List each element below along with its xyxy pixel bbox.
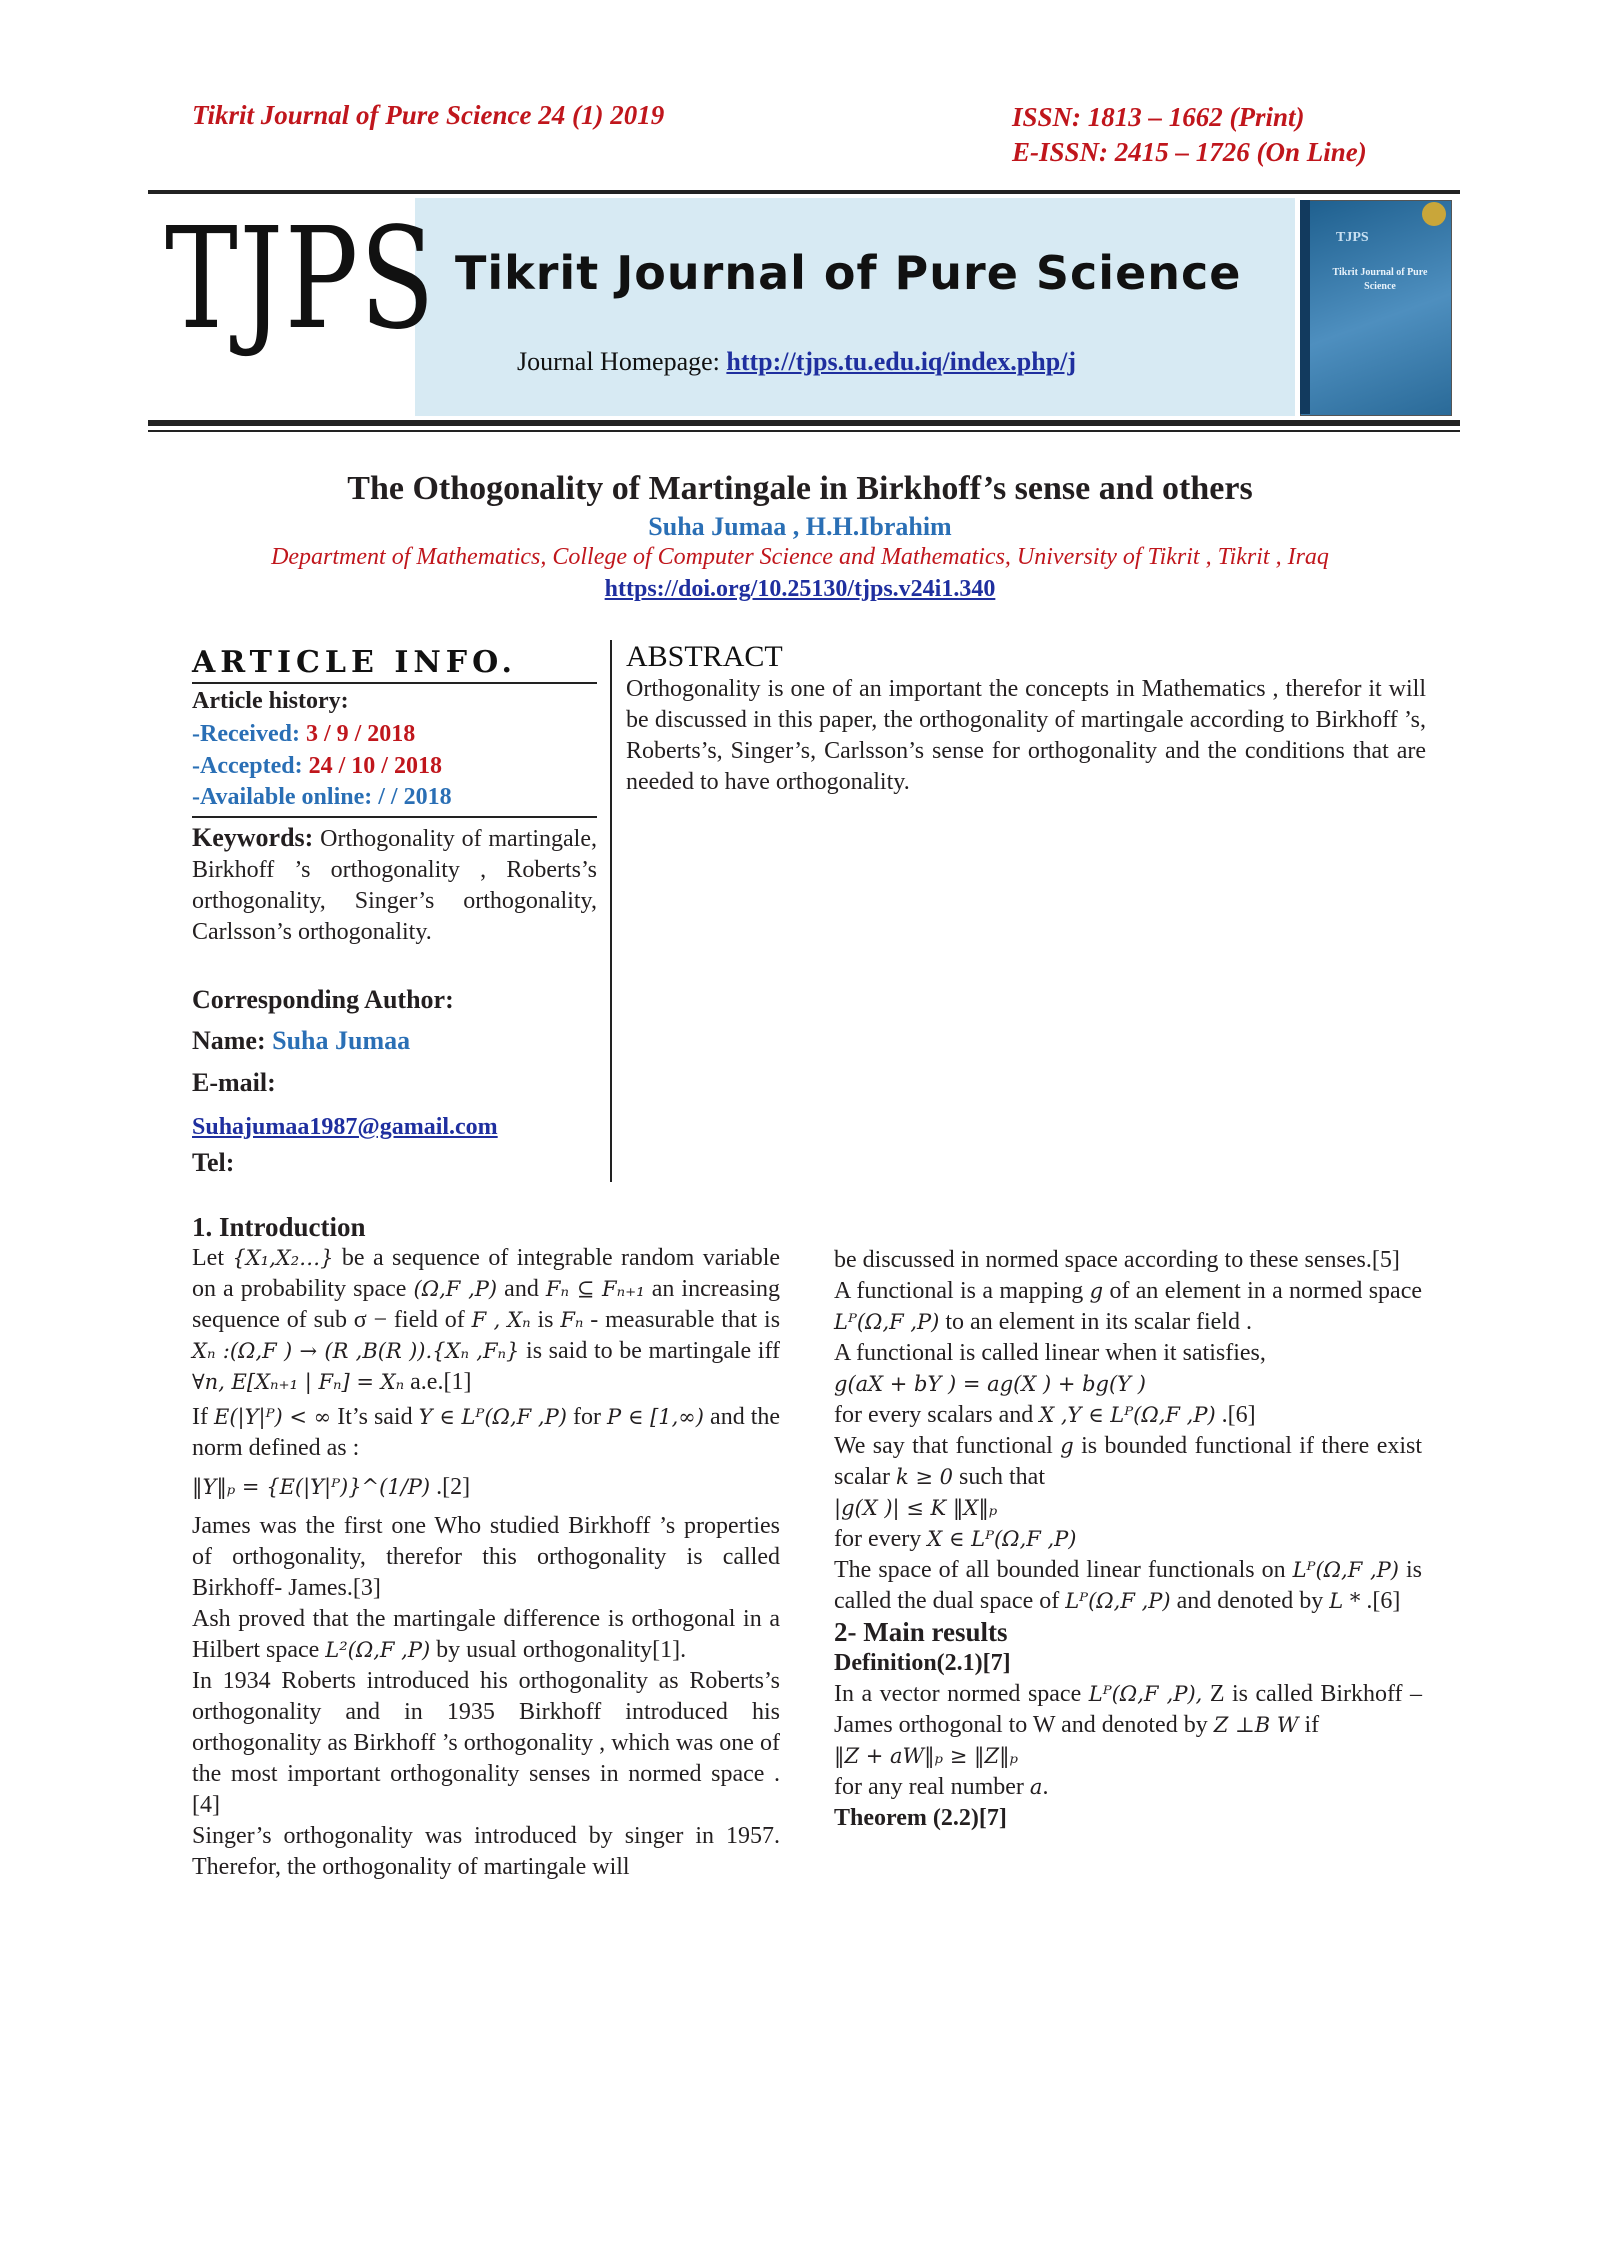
homepage-label: Journal Homepage: xyxy=(517,347,720,376)
intro-paragraph-1: Let {X₁,X₂…} be a sequence of integrable random variable on a probability space (Ω,F ,P) and Fₙ ⊆ Fₙ₊₁ an increasing sequence of sub σ − field of F , Xₙ is Fₙ - measurable that is Xₙ :(Ω,F ) → (R ,B(R )).{Xₙ ,Fₙ} is said to be martingale iff ∀n, E[Xₙ₊₁ | Fₙ] = Xₙ a.e.[1] xyxy=(192,1245,781,1395)
bounded-definition: We say that functional g is bounded functional if there exist scalar k ≥ 0 such that xyxy=(834,1433,1423,1490)
sequence-formula: {X₁,X₂…} xyxy=(232,1246,334,1270)
cover-tjps: TJPS xyxy=(1336,230,1369,245)
paper-authors: Suha Jumaa , H.H.Ibrahim xyxy=(648,512,952,541)
received-date xyxy=(192,721,415,748)
hilbert-space: L²(Ω,F ,P) xyxy=(325,1638,431,1662)
linearity-formula: g(aX + bY ) = ag(X ) + bg(Y ) xyxy=(834,1372,1146,1396)
probability-space: (Ω,F ,P) xyxy=(413,1277,498,1301)
banner-background xyxy=(415,198,1295,416)
accepted-value: 24 / 10 / 2018 xyxy=(308,753,442,779)
banner-journal-title: Tikrit Journal of Pure Science xyxy=(455,246,1242,300)
banner-top-rule xyxy=(148,190,1460,194)
intro-paragraph-3: James was the first one Who studied Birkhoff ’s properties of orthogonality, therefor this orthogonality is called Birkhoff- James.[3] xyxy=(192,1513,780,1601)
info-column-divider xyxy=(610,640,612,1182)
banner-bottom-rule xyxy=(148,420,1460,426)
running-header-issn xyxy=(1012,100,1367,170)
paper-doi xyxy=(0,576,1600,603)
intro-paragraph-5: In 1934 Roberts introduced his orthogonality as Roberts’s orthogonality and in 1935 Birkhoff introduced his orthogonality as Birkhoff ’s orthogonality , which was one of the most important orthogonality senses in normed space . [4] xyxy=(192,1668,780,1818)
keywords xyxy=(192,822,597,948)
norm-formula: ‖Y‖ₚ = {E(|Y|ᴾ)}^(1/P) xyxy=(192,1475,431,1499)
doi-link[interactable]: https://doi.org/10.25130/tjps.v24i1.340 xyxy=(604,576,996,602)
cover-title: Tikrit Journal of Pure Science xyxy=(1332,267,1428,292)
lp-space: Lᴾ(Ω,F ,P) xyxy=(834,1310,940,1334)
corresponding-author-label: Corresponding Author: xyxy=(192,985,454,1014)
keywords-text: Orthogonality of martingale, Birkhoff ’s orthogonality , Roberts’s orthogonality, Singer’s orthogonality, Carlsson’s orthogonality. xyxy=(192,826,598,945)
abstract-heading: ABSTRACT xyxy=(626,640,783,673)
author-name xyxy=(192,1026,410,1056)
linear-definition: A functional is called linear when it satisfies, xyxy=(834,1340,1266,1366)
accepted-label: -Accepted: xyxy=(192,753,303,779)
name-value: Suha Jumaa xyxy=(272,1026,411,1055)
email-link[interactable]: Suhajumaa1987@gamail.com xyxy=(192,1114,498,1140)
homepage-link[interactable]: http://tjps.tu.edu.iq/index.php/j xyxy=(726,347,1077,376)
journal-cover-image xyxy=(1300,200,1452,416)
abstract-text: Orthogonality is one of an important the concepts in Mathematics , therefor it will be discussed in this paper, the orthogonality of martingale according to Birkhoff ’s, Roberts’s, Singer’s, Carlsson’s sense for orthogonality and the conditions that are needed to have orthogonality. xyxy=(626,676,1426,795)
issn-online: E-ISSN: 2415 – 1726 (On Line) xyxy=(1012,137,1367,167)
norm-definition: ‖Y‖ₚ = {E(|Y|ᴾ)}^(1/P) .[2] xyxy=(192,1474,471,1500)
functional-definition: A functional is a mapping g of an element in a normed space Lᴾ(Ω,F ,P) to an element in its scalar field . xyxy=(834,1278,1423,1335)
paper-title: The Othogonality of Martingale in Birkhoff’s sense and others xyxy=(347,470,1253,507)
article-info-rule xyxy=(192,682,597,684)
received-label: -Received: xyxy=(192,721,300,747)
section-main-results: 2- Main results xyxy=(834,1617,1008,1647)
for-every-sentence: for every X ∈ Lᴾ(Ω,F ,P) xyxy=(834,1526,1077,1552)
tel-label: Tel: xyxy=(192,1148,235,1177)
tjps-logo: TJPS xyxy=(165,198,437,361)
definition-heading: Definition(2.1)[7] xyxy=(834,1650,1011,1676)
section-introduction: 1. Introduction xyxy=(192,1212,366,1242)
real-number-sentence: for any real number a. xyxy=(834,1774,1049,1800)
article-info-heading: ARTICLE INFO. xyxy=(192,645,517,680)
available-label: -Available online: xyxy=(192,784,373,810)
filtration-formula: Fₙ ⊆ Fₙ₊₁ xyxy=(545,1277,645,1301)
available-value: / / 2018 xyxy=(378,784,452,810)
article-info-rule-2 xyxy=(192,816,597,818)
accepted-date xyxy=(192,753,442,780)
email-label: E-mail: xyxy=(192,1068,276,1097)
right-paragraph-1: be discussed in normed space according to these senses.[5] xyxy=(834,1247,1400,1273)
paper-affiliation: Department of Mathematics, College of Computer Science and Mathematics, University of Tikrit , Tikrit , Iraq xyxy=(271,544,1329,570)
running-header-journal: Tikrit Journal of Pure Science 24 (1) 2019 xyxy=(192,100,665,130)
martingale-condition: ∀n, E[Xₙ₊₁ | Fₙ] = Xₙ xyxy=(192,1370,405,1394)
expectation-formula: E(|Y|ᴾ) < ∞ xyxy=(214,1405,332,1429)
body-right-column xyxy=(834,1245,1422,1834)
article-history-label: Article history: xyxy=(192,688,349,714)
definition-text: In a vector normed space Lᴾ(Ω,F ,P), Z is called Birkhoff – James orthogonal to W and denoted by Z ⊥B W if xyxy=(834,1681,1423,1738)
bound-formula: |g(X )| ≤ K ‖X‖ₚ xyxy=(834,1496,998,1520)
banner-bottom-rule-thin xyxy=(148,430,1460,432)
scalars-sentence: for every scalars and X ,Y ∈ Lᴾ(Ω,F ,P) .[6] xyxy=(834,1402,1256,1428)
received-value: 3 / 9 / 2018 xyxy=(305,721,416,747)
theorem-heading: Theorem (2.2)[7] xyxy=(834,1805,1007,1831)
orthogonal-symbol: Z ⊥B W xyxy=(1213,1713,1299,1737)
issn-print: ISSN: 1813 – 1662 (Print) xyxy=(1012,102,1305,132)
dual-space-definition: The space of all bounded linear functionals on Lᴾ(Ω,F ,P) is called the dual space of Lᴾ(Ω,F ,P) and denoted by L * .[6] xyxy=(834,1557,1423,1614)
birkhoff-formula: ‖Z + aW‖ₚ ≥ ‖Z‖ₚ xyxy=(834,1744,1018,1768)
university-seal-icon xyxy=(1422,202,1446,226)
journal-homepage xyxy=(517,347,1076,377)
name-label: Name: xyxy=(192,1026,266,1055)
measurable-map-formula: Xₙ :(Ω,F ) → (R ,B(R )).{Xₙ ,Fₙ} xyxy=(192,1339,520,1363)
cover-spine xyxy=(1300,200,1310,414)
intro-paragraph-6: Singer’s orthogonality was introduced by singer in 1957. Therefor, the orthogonality of martingale will xyxy=(192,1823,780,1880)
author-email xyxy=(192,1114,498,1141)
body-left-column xyxy=(192,1212,780,1883)
lp-membership: Y ∈ Lᴾ(Ω,F ,P) xyxy=(418,1405,567,1429)
intro-paragraph-2: If E(|Y|ᴾ) < ∞ It’s said Y ∈ Lᴾ(Ω,F ,P) for P ∈ [1,∞) and the norm defined as : xyxy=(192,1404,781,1461)
keywords-label: Keywords: xyxy=(192,823,314,852)
intro-paragraph-4: Ash proved that the martingale difference is orthogonal in a Hilbert space L²(Ω,F ,P) by usual orthogonality[1]. xyxy=(192,1606,780,1663)
available-date xyxy=(192,784,452,811)
